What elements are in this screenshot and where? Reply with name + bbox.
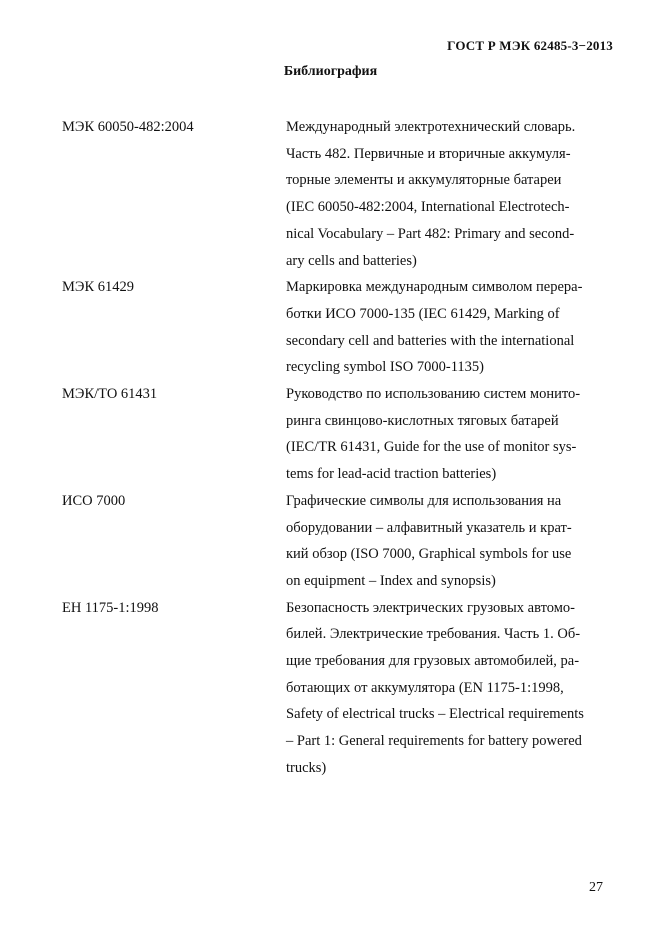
standard-description bbox=[286, 488, 614, 595]
description-line: on equipment – Index and synopsis) bbox=[286, 572, 496, 589]
standard-code: МЭК 60050-482:2004 bbox=[62, 119, 194, 135]
description-line: secondary cell and batteries with the international bbox=[286, 332, 575, 349]
description-line: Руководство по использованию систем монито- bbox=[286, 386, 581, 403]
description-line: (IEC/TR 61431, Guide for the use of monitor sys- bbox=[286, 439, 577, 456]
description-line: ботающих от аккумулятора (EN 1175-1:1998, bbox=[286, 679, 564, 696]
description-line: tems for lead-acid traction batteries) bbox=[286, 466, 497, 483]
bibliography-entry bbox=[62, 381, 617, 488]
standard-code: ЕН 1175-1:1998 bbox=[62, 599, 159, 616]
description-line: Международный электротехнический словарь. bbox=[286, 119, 576, 135]
description-line: Маркировка международным символом перера- bbox=[286, 279, 583, 296]
standard-description bbox=[286, 595, 614, 782]
standard-code: МЭК 61429 bbox=[62, 279, 135, 296]
description-line: Графические символы для использования на bbox=[286, 492, 562, 509]
bibliography-entry bbox=[62, 274, 617, 381]
description-line: – Part 1: General requirements for battery powered bbox=[286, 733, 582, 750]
standard-description bbox=[286, 381, 614, 488]
standard-description bbox=[286, 114, 614, 274]
description-line: кий обзор (ISO 7000, Graphical symbols for use bbox=[286, 546, 572, 563]
description-line: торные элементы и аккумуляторные батареи bbox=[286, 172, 562, 189]
page-title: Библиография bbox=[283, 64, 378, 79]
description-line: ринга свинцово-кислотных тяговых батарей bbox=[286, 412, 559, 429]
standard-code: МЭК/ТО 61431 bbox=[62, 386, 158, 403]
description-line: билей. Электрические требования. Часть 1. Об- bbox=[286, 626, 581, 643]
description-line: Safety of electrical trucks – Electrical requirements bbox=[286, 706, 584, 723]
description-line: ary cells and batteries) bbox=[286, 252, 417, 269]
description-line: (IEC 60050-482:2004, International Electrotech- bbox=[286, 199, 570, 216]
page-number: 27 bbox=[589, 880, 603, 895]
description-line: Часть 482. Первичные и вторичные аккумуля- bbox=[286, 145, 571, 162]
document-code-header: ГОСТ Р МЭК 62485-3−2013 bbox=[447, 38, 613, 53]
bibliography-entry bbox=[62, 488, 617, 595]
standard-code: ИСО 7000 bbox=[62, 492, 126, 509]
description-line: ботки ИСО 7000-135 (IEC 61429, Marking of bbox=[286, 305, 560, 322]
description-line: recycling symbol ISO 7000-1135) bbox=[286, 359, 485, 376]
bibliography-entry bbox=[62, 595, 617, 782]
bibliography-entry bbox=[62, 114, 617, 274]
description-line: оборудовании – алфавитный указатель и крат- bbox=[286, 519, 572, 536]
description-line: nical Vocabulary – Part 482: Primary and second- bbox=[286, 225, 575, 242]
description-line: trucks) bbox=[286, 759, 327, 776]
standard-description bbox=[286, 274, 614, 381]
description-line: Безопасность электрических грузовых автомо- bbox=[286, 599, 575, 616]
bibliography-list bbox=[62, 114, 617, 782]
description-line: щие требования для грузовых автомобилей, ра- bbox=[286, 653, 580, 670]
